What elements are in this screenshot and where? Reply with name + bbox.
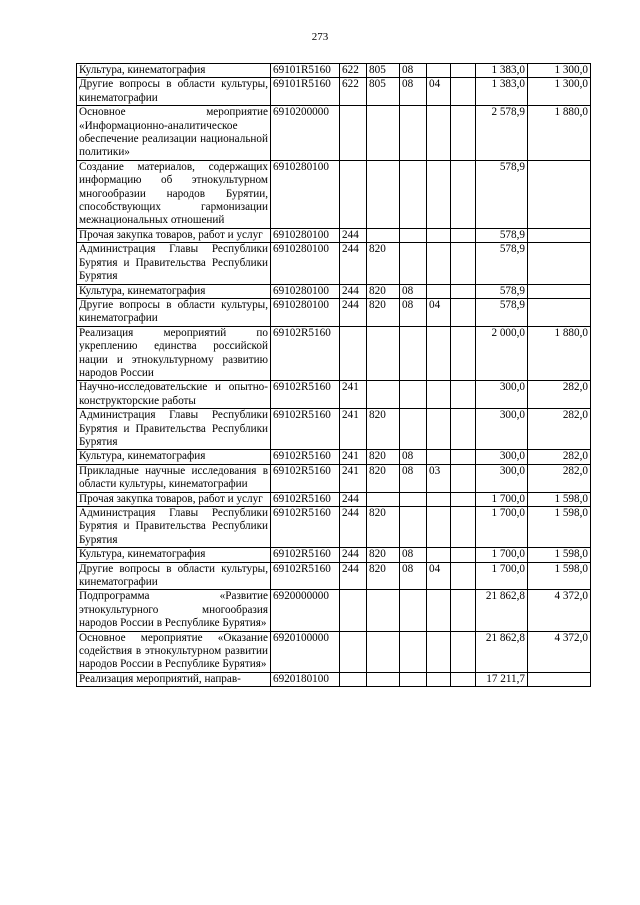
section-cell [400, 507, 427, 548]
subsection-cell [427, 409, 451, 450]
amount-year2-cell [528, 298, 591, 326]
expense-name-cell: Создание материалов, содержащих информацию об этнокультурном многообразии народов Бурятии, способствующих гармонизации межнациональных отношений [77, 160, 271, 228]
extra-cell [451, 631, 476, 672]
expense-name-cell: Основное мероприятие «Оказание содействия в этнокультурном развитии народов России в Республике Бурятия» [77, 631, 271, 672]
target-code-cell: 6920000000 [271, 590, 340, 631]
amount-year2-cell: 1 598,0 [528, 548, 591, 562]
subsection-cell [427, 548, 451, 562]
amount-year1-cell: 1 700,0 [476, 492, 528, 506]
expense-type-cell: 241 [340, 409, 367, 450]
amount-year2-cell [528, 284, 591, 298]
expense-name-cell: Основное мероприятие «Информационно-аналитическое обеспечение реализации национальной политики» [77, 106, 271, 161]
section-cell: 08 [400, 562, 427, 590]
amount-year1-cell: 578,9 [476, 228, 528, 242]
section-cell [400, 492, 427, 506]
ministry-code-cell [367, 106, 400, 161]
amount-year1-cell: 2 000,0 [476, 326, 528, 381]
expense-type-cell: 244 [340, 284, 367, 298]
expense-name-cell: Научно-исследовательские и опытно-конструкторские работы [77, 381, 271, 409]
target-code-cell: 6910280100 [271, 228, 340, 242]
amount-year2-cell: 4 372,0 [528, 631, 591, 672]
extra-cell [451, 548, 476, 562]
expense-name-cell: Другие вопросы в области культуры, кинематографии [77, 562, 271, 590]
table-row [77, 464, 591, 492]
expense-type-cell: 241 [340, 464, 367, 492]
target-code-cell: 69102R5160 [271, 492, 340, 506]
expense-type-cell: 241 [340, 381, 367, 409]
table-body [77, 64, 591, 687]
amount-year1-cell: 1 700,0 [476, 562, 528, 590]
subsection-cell: 03 [427, 464, 451, 492]
amount-year1-cell: 578,9 [476, 298, 528, 326]
amount-year1-cell: 21 862,8 [476, 631, 528, 672]
subsection-cell [427, 228, 451, 242]
target-code-cell: 69101R5160 [271, 78, 340, 106]
amount-year2-cell: 1 880,0 [528, 106, 591, 161]
ministry-code-cell: 820 [367, 548, 400, 562]
extra-cell [451, 78, 476, 106]
subsection-cell [427, 284, 451, 298]
extra-cell [451, 243, 476, 284]
amount-year2-cell: 4 372,0 [528, 590, 591, 631]
amount-year2-cell: 1 300,0 [528, 64, 591, 78]
extra-cell [451, 562, 476, 590]
target-code-cell: 69102R5160 [271, 548, 340, 562]
amount-year2-cell: 282,0 [528, 381, 591, 409]
target-code-cell: 6910280100 [271, 243, 340, 284]
expense-name-cell: Культура, кинематография [77, 548, 271, 562]
ministry-code-cell: 820 [367, 450, 400, 464]
expense-name-cell: Реализация мероприятий, направ- [77, 672, 271, 686]
amount-year1-cell: 578,9 [476, 284, 528, 298]
amount-year1-cell: 578,9 [476, 243, 528, 284]
amount-year1-cell: 300,0 [476, 381, 528, 409]
expense-name-cell: Реализация мероприятий по укреплению единства российской нации и этнокультурному развитию народов России [77, 326, 271, 381]
amount-year1-cell: 300,0 [476, 450, 528, 464]
expense-type-cell [340, 326, 367, 381]
expense-type-cell: 241 [340, 450, 367, 464]
extra-cell [451, 160, 476, 228]
amount-year2-cell: 282,0 [528, 450, 591, 464]
target-code-cell: 69102R5160 [271, 562, 340, 590]
amount-year2-cell: 1 598,0 [528, 507, 591, 548]
extra-cell [451, 228, 476, 242]
amount-year1-cell: 1 700,0 [476, 507, 528, 548]
target-code-cell: 6910280100 [271, 298, 340, 326]
target-code-cell: 69102R5160 [271, 409, 340, 450]
amount-year2-cell: 282,0 [528, 464, 591, 492]
page-number: 273 [311, 31, 329, 43]
amount-year2-cell [528, 228, 591, 242]
ministry-code-cell: 820 [367, 464, 400, 492]
amount-year1-cell: 1 383,0 [476, 78, 528, 106]
expense-type-cell: 622 [340, 64, 367, 78]
subsection-cell [427, 672, 451, 686]
expense-type-cell [340, 590, 367, 631]
section-cell [400, 326, 427, 381]
expense-name-cell: Культура, кинематография [77, 64, 271, 78]
section-cell [400, 590, 427, 631]
table-row [77, 78, 591, 106]
extra-cell [451, 590, 476, 631]
expense-name-cell: Культура, кинематография [77, 284, 271, 298]
expense-type-cell: 244 [340, 243, 367, 284]
target-code-cell: 6910200000 [271, 106, 340, 161]
amount-year1-cell: 17 211,7 [476, 672, 528, 686]
table-row [77, 243, 591, 284]
amount-year2-cell [528, 243, 591, 284]
subsection-cell: 04 [427, 78, 451, 106]
ministry-code-cell [367, 326, 400, 381]
ministry-code-cell [367, 492, 400, 506]
subsection-cell [427, 106, 451, 161]
amount-year1-cell: 578,9 [476, 160, 528, 228]
expense-type-cell: 244 [340, 562, 367, 590]
subsection-cell: 04 [427, 562, 451, 590]
amount-year2-cell: 1 598,0 [528, 562, 591, 590]
subsection-cell [427, 243, 451, 284]
ministry-code-cell: 805 [367, 64, 400, 78]
section-cell [400, 631, 427, 672]
section-cell [400, 160, 427, 228]
section-cell [400, 672, 427, 686]
target-code-cell: 69102R5160 [271, 464, 340, 492]
table-row [77, 548, 591, 562]
table-row [77, 106, 591, 161]
table-row [77, 450, 591, 464]
section-cell [400, 243, 427, 284]
section-cell [400, 228, 427, 242]
section-cell: 08 [400, 298, 427, 326]
extra-cell [451, 464, 476, 492]
expense-name-cell: Администрация Главы Республики Бурятия и Правительства Республики Бурятия [77, 507, 271, 548]
table-row [77, 507, 591, 548]
expense-name-cell: Другие вопросы в области культуры, кинематографии [77, 298, 271, 326]
expense-type-cell: 244 [340, 298, 367, 326]
subsection-cell: 04 [427, 298, 451, 326]
expense-type-cell: 622 [340, 78, 367, 106]
ministry-code-cell: 820 [367, 284, 400, 298]
subsection-cell [427, 450, 451, 464]
section-cell [400, 409, 427, 450]
amount-year1-cell: 1 383,0 [476, 64, 528, 78]
expense-name-cell: Администрация Главы Республики Бурятия и Правительства Республики Бурятия [77, 409, 271, 450]
subsection-cell [427, 507, 451, 548]
extra-cell [451, 326, 476, 381]
table-row [77, 631, 591, 672]
amount-year2-cell: 1 880,0 [528, 326, 591, 381]
section-cell: 08 [400, 64, 427, 78]
target-code-cell: 69102R5160 [271, 381, 340, 409]
extra-cell [451, 672, 476, 686]
table-row [77, 326, 591, 381]
ministry-code-cell: 820 [367, 507, 400, 548]
table-row [77, 562, 591, 590]
extra-cell [451, 450, 476, 464]
amount-year1-cell: 21 862,8 [476, 590, 528, 631]
target-code-cell: 69102R5160 [271, 507, 340, 548]
table-row [77, 381, 591, 409]
expense-name-cell: Другие вопросы в области культуры, кинематографии [77, 78, 271, 106]
section-cell [400, 106, 427, 161]
expense-name-cell: Прочая закупка товаров, работ и услуг [77, 492, 271, 506]
extra-cell [451, 284, 476, 298]
amount-year2-cell [528, 160, 591, 228]
ministry-code-cell: 805 [367, 78, 400, 106]
section-cell: 08 [400, 78, 427, 106]
target-code-cell: 6920180100 [271, 672, 340, 686]
expense-type-cell [340, 106, 367, 161]
ministry-code-cell [367, 590, 400, 631]
ministry-code-cell [367, 381, 400, 409]
amount-year2-cell: 1 300,0 [528, 78, 591, 106]
table-row [77, 284, 591, 298]
table-row [77, 492, 591, 506]
expense-type-cell: 244 [340, 492, 367, 506]
target-code-cell: 6920100000 [271, 631, 340, 672]
table-row [77, 64, 591, 78]
expense-name-cell: Администрация Главы Республики Бурятия и Правительства Республики Бурятия [77, 243, 271, 284]
section-cell [400, 381, 427, 409]
extra-cell [451, 64, 476, 78]
expense-type-cell: 244 [340, 507, 367, 548]
expense-name-cell: Культура, кинематография [77, 450, 271, 464]
subsection-cell [427, 381, 451, 409]
amount-year2-cell [528, 672, 591, 686]
expense-name-cell: Прикладные научные исследования в области культуры, кинематографии [77, 464, 271, 492]
table-row [77, 409, 591, 450]
expense-name-cell: Подпрограмма «Развитие этнокультурного многообразия народов России в Республике Бурятия» [77, 590, 271, 631]
subsection-cell [427, 590, 451, 631]
section-cell: 08 [400, 548, 427, 562]
amount-year1-cell: 300,0 [476, 409, 528, 450]
budget-table [76, 63, 591, 687]
expense-type-cell: 244 [340, 228, 367, 242]
ministry-code-cell: 820 [367, 562, 400, 590]
ministry-code-cell: 820 [367, 298, 400, 326]
extra-cell [451, 106, 476, 161]
subsection-cell [427, 631, 451, 672]
extra-cell [451, 409, 476, 450]
subsection-cell [427, 64, 451, 78]
target-code-cell: 69102R5160 [271, 450, 340, 464]
expense-type-cell: 244 [340, 548, 367, 562]
amount-year1-cell: 300,0 [476, 464, 528, 492]
expense-type-cell [340, 672, 367, 686]
extra-cell [451, 298, 476, 326]
expense-type-cell [340, 631, 367, 672]
extra-cell [451, 492, 476, 506]
target-code-cell: 6910280100 [271, 284, 340, 298]
table-row [77, 590, 591, 631]
table-row [77, 672, 591, 686]
ministry-code-cell [367, 631, 400, 672]
amount-year1-cell: 1 700,0 [476, 548, 528, 562]
section-cell: 08 [400, 284, 427, 298]
ministry-code-cell: 820 [367, 409, 400, 450]
target-code-cell: 69101R5160 [271, 64, 340, 78]
amount-year1-cell: 2 578,9 [476, 106, 528, 161]
table-row [77, 228, 591, 242]
amount-year2-cell: 282,0 [528, 409, 591, 450]
subsection-cell [427, 160, 451, 228]
extra-cell [451, 381, 476, 409]
target-code-cell: 69102R5160 [271, 326, 340, 381]
ministry-code-cell [367, 228, 400, 242]
target-code-cell: 6910280100 [271, 160, 340, 228]
ministry-code-cell [367, 160, 400, 228]
extra-cell [451, 507, 476, 548]
expense-type-cell [340, 160, 367, 228]
subsection-cell [427, 326, 451, 381]
section-cell: 08 [400, 464, 427, 492]
table-row [77, 160, 591, 228]
ministry-code-cell [367, 672, 400, 686]
section-cell: 08 [400, 450, 427, 464]
table-row [77, 298, 591, 326]
ministry-code-cell: 820 [367, 243, 400, 284]
amount-year2-cell: 1 598,0 [528, 492, 591, 506]
subsection-cell [427, 492, 451, 506]
expense-name-cell: Прочая закупка товаров, работ и услуг [77, 228, 271, 242]
